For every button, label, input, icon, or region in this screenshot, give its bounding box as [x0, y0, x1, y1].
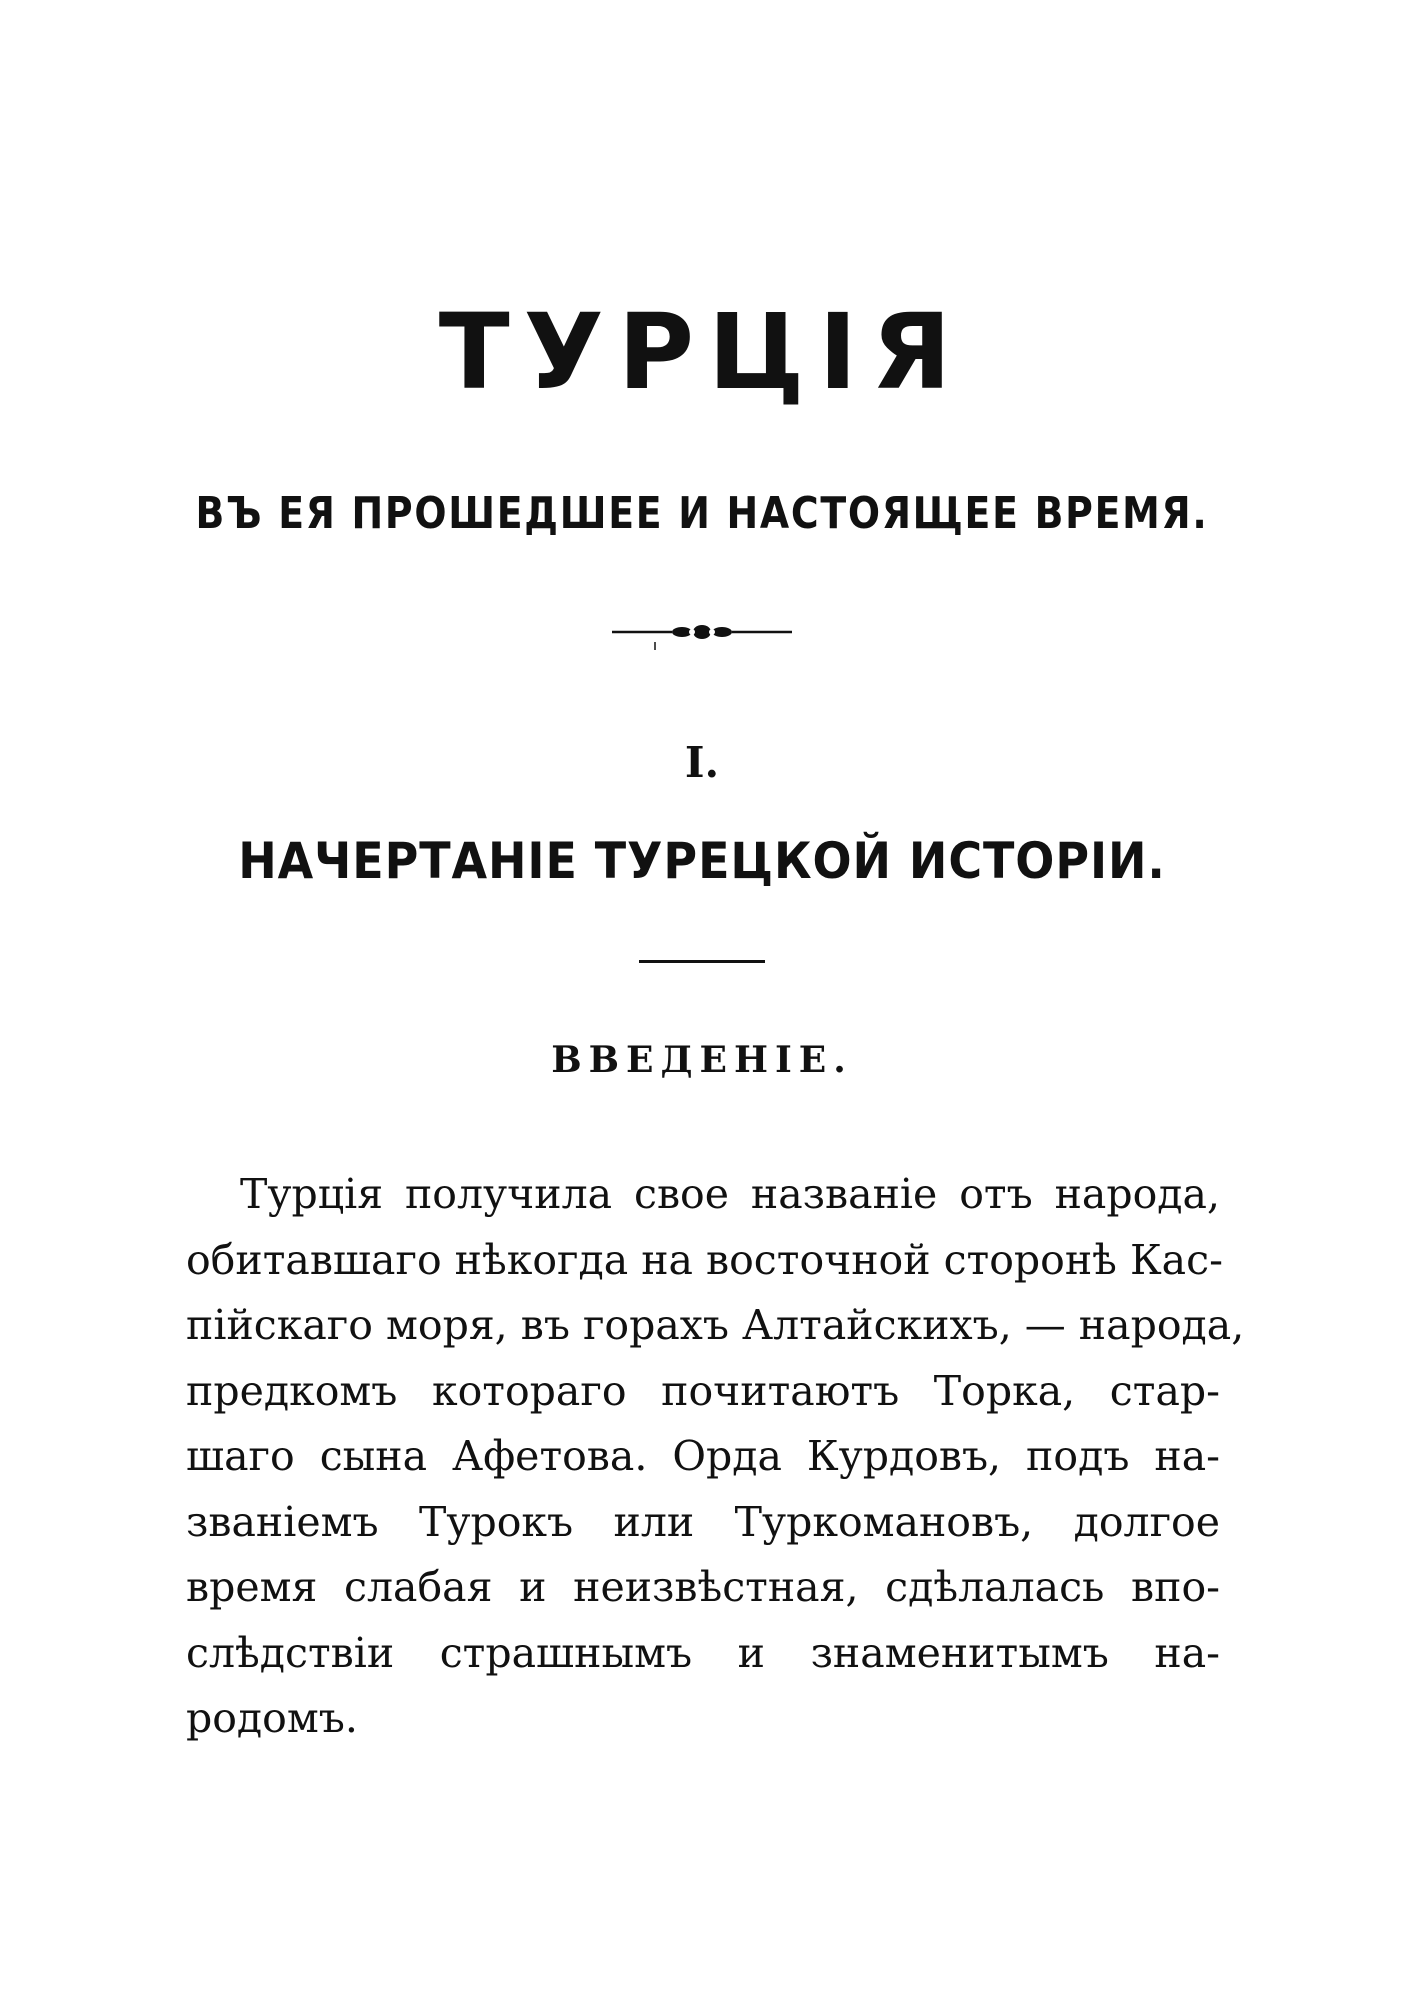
text-line: родомъ.: [186, 1694, 358, 1742]
book-title: ТУРЦІЯ: [438, 291, 966, 413]
text-line: шаго сына Афетова. Орда Курдовъ, подъ на-: [186, 1432, 1220, 1480]
text-line: Турція получила свое названіе отъ народа,: [240, 1170, 1220, 1218]
printer-ornament-icon: [612, 618, 792, 658]
text-line: предкомъ котораго почитаютъ Торка, стар-: [186, 1366, 1220, 1415]
text-line: время слабая и неизвѣстная, сдѣлалась впо-: [186, 1563, 1220, 1611]
section-divider: [639, 960, 765, 963]
text-line: пійскаго моря, въ горахъ Алтайскихъ, — народа,: [186, 1301, 1245, 1349]
text-line: слѣдствіи страшнымъ и знаменитымъ на-: [186, 1628, 1220, 1677]
chapter-number: I.: [684, 738, 720, 787]
chapter-title: НАЧЕРТАНІЕ ТУРЕЦКОЙ ИСТОРІИ.: [238, 832, 1166, 890]
book-subtitle: ВЪ ЕЯ ПРОШЕДШЕЕ И НАСТОЯЩЕЕ ВРЕМЯ.: [195, 488, 1209, 539]
section-title: ВВЕДЕНІЕ.: [551, 1039, 853, 1081]
text-line: обитавшаго нѣкогда на восточной сторонѣ Кас-: [186, 1235, 1223, 1284]
text-line: званіемъ Турокъ или Туркомановъ, долгое: [186, 1497, 1220, 1546]
body-paragraph: [186, 1162, 1245, 1752]
